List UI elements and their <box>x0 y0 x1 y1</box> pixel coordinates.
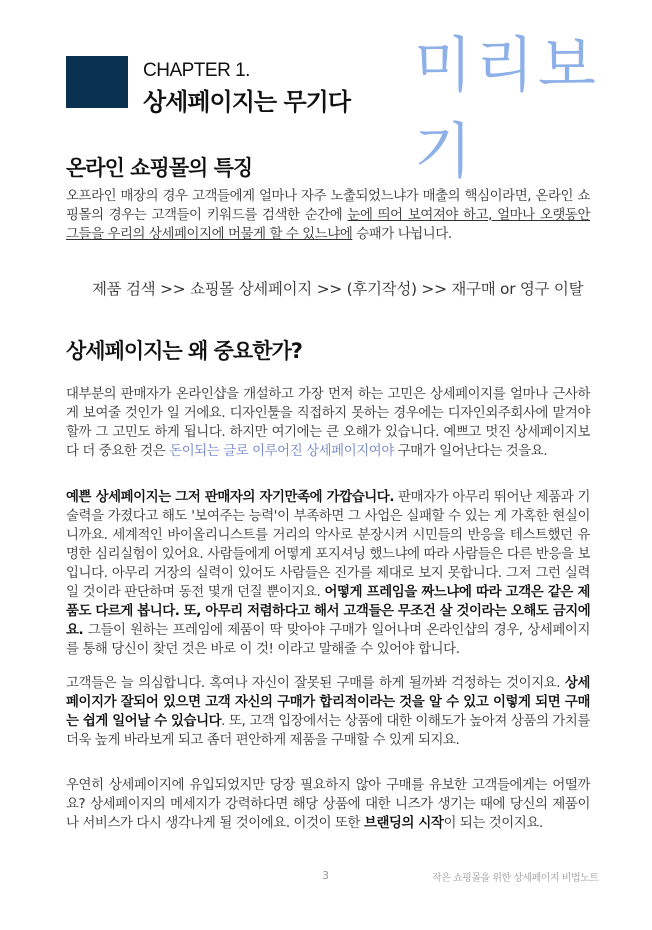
text-segment: 를 통해 당신이 찾던 것은 바로 이 것! 이라고 말해줄 수 있어야 합니다. <box>66 642 460 657</box>
text-line <box>66 712 590 731</box>
intro-paragraph <box>66 187 590 244</box>
text-line <box>66 731 590 750</box>
text-line <box>66 693 590 712</box>
chapter-title: 상세페이지는 무기다 <box>143 88 351 116</box>
text-line <box>66 564 590 583</box>
text-segment: 할까 그 고민도 하게 됩니다. 하지만 여기에는 큰 오해가 있습니다. 예쁘고 멋진 상세페이지보 <box>66 425 590 440</box>
customer-flow-text: 제품 검색 >> 쇼핑몰 상세페이지 >> (후기작성) >> 재구매 or 영구 이탈 <box>92 280 584 298</box>
underlined-text: 눈에 띄어 보여져야 하고, 얼마나 오랫동안 <box>347 208 590 223</box>
text-line <box>66 404 590 423</box>
text-line <box>66 385 590 404</box>
section-heading-online-mall: 온라인 쇼핑몰의 특징 <box>66 156 253 180</box>
footer-book-title: 작은 쇼핑몰을 위한 상세페이지 비법노트 <box>432 873 599 884</box>
bold-text: 는 쉽게 일어날 수 있습니다 <box>66 714 222 729</box>
text-segment: 다 더 중요한 것은 <box>66 444 170 459</box>
chapter-label: CHAPTER 1. <box>143 60 250 81</box>
text-line <box>66 545 590 564</box>
text-line <box>66 621 590 640</box>
text-segment: 요? 상세페이지의 메세지가 강력하다면 해당 상품에 대한 니즈가 생기는 때에 당신의 제품이 <box>66 797 590 812</box>
text-segment: 승패가 나뉩니다. <box>352 227 452 242</box>
bold-text: 어떻게 프레임을 짜느냐에 따라 고객은 같은 제 <box>324 585 590 600</box>
text-segment: 니까요. 세계적인 바이올리니스트를 거리의 악사로 분장시켜 시민들의 반응을 테스트했던 유 <box>66 528 590 543</box>
chapter-marker-block <box>66 56 128 108</box>
page-number: 3 <box>322 869 329 882</box>
text-segment: 일 것이라 판단하며 동전 몇개 던질 뿐이지요. <box>66 585 325 600</box>
highlighted-text: 돈이되는 글로 이루어진 상세페이지여야 <box>169 444 394 459</box>
text-segment: 고객들은 늘 의심합니다. 혹여나 자신이 잘못된 구매를 하게 될까봐 걱정하는 것이지요. <box>66 676 565 691</box>
text-segment: . 또, 고객 입장에서는 상품에 대한 이해도가 높아져 상품의 가치를 <box>221 714 591 729</box>
text-segment: 그들이 원하는 프레임에 제품이 딱 맞아야 구매가 일어나며 온라인샵의 경우, 상세페이지 <box>83 623 590 638</box>
section-heading-importance: 상세페이지는 왜 중요한가? <box>66 339 302 363</box>
text-segment: 게 보여줄 것인가 일 거에요. 디자인툴을 직접하지 못하는 경우에는 디자인외주회사에 맡겨야 <box>66 406 590 421</box>
text-line <box>66 776 590 795</box>
text-segment: 대부분의 판매자가 온라인샵을 개설하고 가장 먼저 하는 고민은 상세페이지를 얼마나 근사하 <box>66 387 590 402</box>
text-segment: 이 되는 것이지요. <box>443 816 543 831</box>
body-paragraph <box>66 385 590 461</box>
text-segment: 명한 심리실험이 있어요. 사람들에게 어떻게 포지셔닝 했느냐에 따라 사람들은 다른 반응을 보 <box>66 547 590 562</box>
text-line <box>66 187 590 206</box>
bold-text: 브랜딩의 시작 <box>363 816 444 831</box>
text-line <box>66 583 590 602</box>
text-line <box>66 795 590 814</box>
preview-watermark: 미리보기 <box>414 31 600 187</box>
body-paragraph <box>66 674 590 750</box>
text-line <box>66 488 590 507</box>
text-segment: 우연히 상세페이지에 유입되었지만 당장 필요하지 않아 구매를 유보한 고객들에게는 어떨까 <box>66 778 590 793</box>
text-line <box>66 507 590 526</box>
text-segment: 나 서비스가 다시 생각나게 될 것이에요. 이것이 또한 <box>66 816 364 831</box>
text-segment: 더욱 높게 바라보게 되고 좀더 편안하게 제품을 구매할 수 있게 되지요. <box>66 733 460 748</box>
text-line <box>66 814 590 833</box>
bold-text: 요. <box>66 623 84 638</box>
bold-text: 예쁜 상세페이지는 그저 판매자의 자기만족에 가깝습니다. <box>66 490 395 505</box>
text-line <box>66 225 590 244</box>
bold-text: 페이지가 잘되어 있으면 고객 자신의 구매가 합리적이라는 것을 알 수 있고 이렇게 되면 구매 <box>66 695 590 710</box>
text-segment: 구매가 일어난다는 것을요. <box>393 444 548 459</box>
text-line <box>66 640 590 659</box>
text-segment: 판매자가 아무리 뛰어난 제품과 기 <box>394 490 590 505</box>
body-paragraph <box>66 776 590 833</box>
bold-text: 품도 다르게 봅니다. 또, 아무리 저렴하다고 해서 고객들은 무조건 살 것이라는 오해도 금지에 <box>66 604 591 619</box>
text-line <box>66 206 590 225</box>
body-paragraph <box>66 488 590 659</box>
text-segment: 술력을 가졌다고 해도 '보여주는 능력'이 부족하면 그 사업은 실패할 수 있는 게 가혹한 현실이 <box>66 509 590 524</box>
text-line <box>66 602 590 621</box>
text-segment: 입니다. 아무리 거장의 실력이 있어도 사람들은 진가를 제대로 보지 못합니다. 그저 그런 실력 <box>66 566 590 581</box>
underlined-text: 그들을 우리의 상세페이지에 머물게 할 수 있느냐에 <box>66 227 353 242</box>
text-line <box>66 674 590 693</box>
bold-text: 상세 <box>564 676 590 691</box>
text-line <box>66 526 590 545</box>
text-line <box>66 423 590 442</box>
text-line <box>66 442 590 461</box>
text-segment: 핑몰의 경우는 고객들이 키워드를 검색한 순간에 <box>66 208 348 223</box>
text-segment: 오프라인 매장의 경우 고객들에게 얼마나 자주 노출되었느냐가 매출의 핵심이라면, 온라인 쇼 <box>66 189 590 204</box>
